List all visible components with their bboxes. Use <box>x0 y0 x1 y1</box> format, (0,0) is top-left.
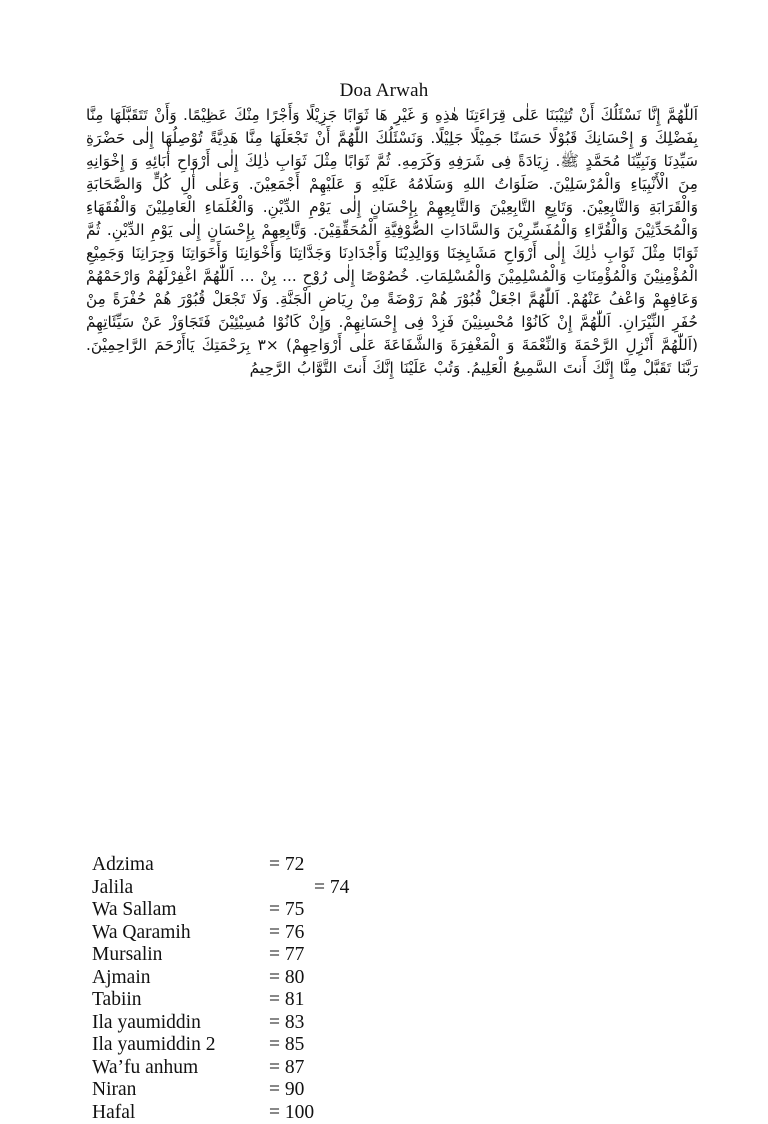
document-title: Doa Arwah <box>0 80 768 102</box>
values-list <box>92 854 392 1124</box>
value-name: Niran <box>92 1079 136 1102</box>
value-number: = 85 <box>269 1034 304 1057</box>
value-name: Ajmain <box>92 967 151 990</box>
value-row <box>92 877 392 900</box>
value-name: Jalila <box>92 877 133 900</box>
value-name: Mursalin <box>92 944 162 967</box>
value-number: = 74 <box>314 877 349 900</box>
value-name: Wa Sallam <box>92 899 177 922</box>
value-name: Ila yaumiddin <box>92 1012 201 1035</box>
value-name: Wa’fu anhum <box>92 1057 198 1080</box>
prayer-text <box>86 104 698 380</box>
value-row <box>92 922 392 945</box>
value-row <box>92 854 392 877</box>
value-name: Wa Qaramih <box>92 922 191 945</box>
value-number: = 81 <box>269 989 304 1012</box>
value-number: = 100 <box>269 1102 314 1124</box>
value-number: = 90 <box>269 1079 304 1102</box>
value-number: = 75 <box>269 899 304 922</box>
value-number: = 72 <box>269 854 304 877</box>
value-row <box>92 1057 392 1080</box>
value-number: = 80 <box>269 967 304 990</box>
value-row <box>92 899 392 922</box>
value-row <box>92 1102 392 1124</box>
value-row <box>92 944 392 967</box>
value-number: = 87 <box>269 1057 304 1080</box>
value-name: Ila yaumiddin 2 <box>92 1034 215 1057</box>
prayer-paragraph: اَللّٰهُمَّ إِنَّا نَسْئَلُكَ أَنْ تُثِيْبَنَا عَلٰى قِرَاءَتِنَا هٰذِهِ وَ غَيْرِ هَا ثَوَابًا جَزِيْلًا وَأَجْرًا مِنْكَ عَظِيْمًا. وَأَنْ تَتَقَبَّلَهَا مِنَّا بِفَضْلِكَ وَ إِحْسَانِكَ قَبُوْلًا حَسَنًا جَمِيْلًا جَلِيْلًا. وَنَسْئَلُكَ اللّٰهُمَّ أَنْ تَجْعَلَهَا مِنَّا هَدِيَّةً تُوْصِلُهَا إِلٰى حَضْرَةِ سَيِّدِنَا وَنَبِيِّنَا مُحَمَّدٍ ﷺ. زِيَادَةً فِى شَرَفِهِ وَكَرَمِهِ. ثُمَّ ثَوَابًا مِثْلَ ثَوَابِ ذٰلِكَ إِلٰى أَرْوَاحِ أٰبَائِهِ وَ إِخْوَانِهِ مِنَ الْأَنْبِيَاءِ وَالْمُرْسَلِيْنَ. صَلَوَاتُ اللهِ وَسَلَامُهُ عَلَيْهِ وَ عَلَيْهِمْ أَجْمَعِيْنَ. وَعَلٰى أٰلِ كُلٍّ وَالصَّحَابَةِ وَالْقَرَابَةِ وَالتَّابِعِيْنَ. وَتَابِعِ التَّابِعِيْنَ وَالتَّابِعِهِمْ بِإِحْسَانٍ إِلٰى يَوْمِ الدِّيْنِ. وَالْعُلَمَاءِ الْعَامِلِيْنَ وَالْفُقَهَاءِ وَالْمُحَدِّثِيْنَ وَالْقُرَّاءِ وَالْمُفَسِّرِيْنَ وَالسَّادَاتِ الصُّوْفِيَّةِ الْمُحَقِّقِيْنَ. وَتَّابِعِهِمْ بِإِحْسَانٍ إِلٰى يَوْمِ الدِّيْنِ. ثُمَّ ثَوَابًا مِثْلَ ثَوَابِ ذٰلِكَ إِلٰى أَرْوَاحِ مَشَايِخِنَا وَوَالِدِيْنَا وَأَجْدَادِنَا وَجَدَّاتِنَا وَأَخْوَانِنَا وَأَخَوَاتِنَا وَجِرَانِنَا وَجَمِيْعِ الْمُؤْمِنِيْنَ وَالْمُؤْمِنَاتِ وَالْمُسْلِمِيْنَ وَالْمُسْلِمَاتِ. خُصُوْصًا إِلٰى رُوْحِ ... بِنْ ... اَللّٰهُمَّ اغْفِرْلَهُمْ وَارْحَمْهُمْ وَعَافِهِمْ وَاعْفُ عَنْهُمْ. اَللّٰهُمَّ اجْعَلْ قُبُوْرَ هُمْ رَوْضَةً مِنْ رِيَاضِ الْجَنَّةِ. وَلَا تَجْعَلْ قُبُوْرَ هُمْ حُفْرَةً مِنْ حُفَرِ النِّيْرَانِ. اَللّٰهُمَّ إِنْ كَانُوْا مُحْسِنِيْنَ فَزِدْ فِى إِحْسَانِهِمْ. وَإِنْ كَانُوْا مُسِيْئِيْنَ فَتَجَاوَزْ عَنْ سَيِّئَاتِهِمْ (اَللّٰهُمَّ أَنْزِلِ الرَّحْمَةَ وَالنِّعْمَةَ وَ الْمَغْفِرَةَ وَالشَّفَاعَةَ عَلٰى أَرْوَاحِهِمْ) ×٣ بِرَحْمَتِكَ يَاأَرْحَمَ الرَّاحِمِيْنَ. رَبَّنَا تَقَبَّلْ مِنَّا إِنَّكَ أَنتَ السَّمِيعُ الْعَلِيمُ. وَتُبْ عَلَيْنَا إِنَّكَ أَنتَ التَّوَّابُ الرَّحِيمُ <box>86 104 698 380</box>
value-number: = 76 <box>269 922 304 945</box>
value-row <box>92 1012 392 1035</box>
value-row <box>92 1034 392 1057</box>
value-row <box>92 1079 392 1102</box>
value-row <box>92 967 392 990</box>
value-number: = 77 <box>269 944 304 967</box>
value-name: Adzima <box>92 854 154 877</box>
value-name: Hafal <box>92 1102 135 1124</box>
value-row <box>92 989 392 1012</box>
value-number: = 83 <box>269 1012 304 1035</box>
value-name: Tabiin <box>92 989 142 1012</box>
